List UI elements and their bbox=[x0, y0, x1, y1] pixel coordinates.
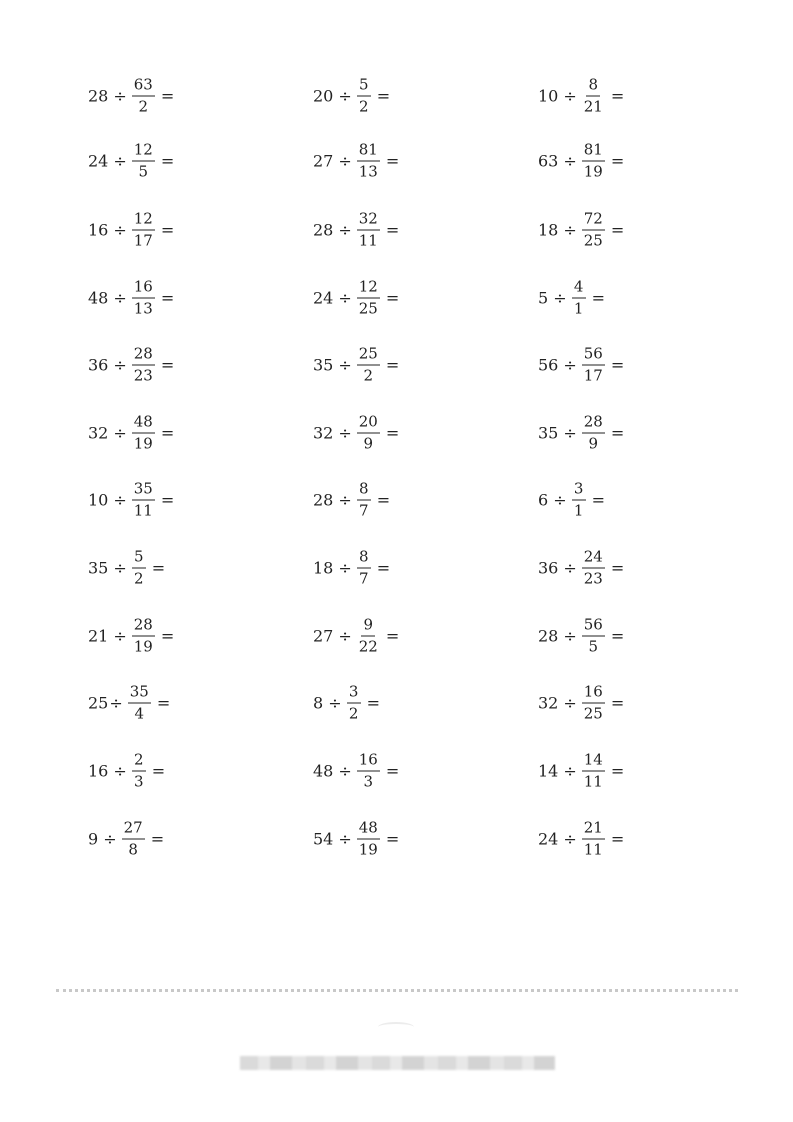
fraction bbox=[132, 209, 155, 250]
division-problem bbox=[313, 75, 391, 116]
fraction-numerator: 16 bbox=[357, 753, 380, 772]
divide-symbol: ÷ bbox=[113, 220, 127, 239]
fraction-numerator: 5 bbox=[132, 550, 146, 569]
dividend: 8 bbox=[313, 693, 324, 712]
dividend: 18 bbox=[538, 220, 559, 239]
fraction-denominator: 3 bbox=[133, 772, 144, 791]
dividend: 28 bbox=[313, 490, 334, 509]
dividend: 35 bbox=[538, 423, 559, 442]
equals-sign: = bbox=[385, 355, 400, 374]
divide-symbol: ÷ bbox=[563, 423, 577, 442]
dividend: 20 bbox=[313, 86, 334, 105]
fraction bbox=[357, 818, 380, 859]
divide-symbol: ÷ bbox=[563, 829, 577, 848]
divide-symbol: ÷ bbox=[113, 761, 127, 780]
equals-sign: = bbox=[610, 626, 625, 645]
fraction bbox=[572, 479, 586, 520]
fraction-numerator: 16 bbox=[132, 280, 155, 299]
fraction-numerator: 56 bbox=[582, 618, 605, 637]
fraction-denominator: 17 bbox=[133, 231, 153, 250]
dividend: 48 bbox=[313, 761, 334, 780]
fraction bbox=[357, 75, 371, 116]
division-problem bbox=[538, 75, 625, 116]
fraction-numerator: 12 bbox=[357, 280, 380, 299]
fraction-denominator: 23 bbox=[133, 366, 153, 385]
division-problem bbox=[88, 412, 175, 453]
fraction bbox=[572, 277, 586, 318]
dividend: 35 bbox=[88, 558, 109, 577]
fraction-denominator: 22 bbox=[358, 637, 378, 656]
divide-symbol: ÷ bbox=[563, 558, 577, 577]
fraction-denominator: 11 bbox=[358, 231, 378, 250]
dotted-divider bbox=[56, 989, 738, 992]
dividend: 14 bbox=[538, 761, 559, 780]
fraction-denominator: 2 bbox=[133, 569, 144, 588]
fraction bbox=[132, 750, 146, 791]
fraction-denominator: 7 bbox=[358, 569, 369, 588]
equals-sign: = bbox=[385, 761, 400, 780]
fraction-numerator: 4 bbox=[572, 280, 586, 299]
division-problem bbox=[88, 75, 175, 116]
divide-symbol: ÷ bbox=[328, 693, 342, 712]
divide-symbol: ÷ bbox=[563, 626, 577, 645]
dividend: 27 bbox=[313, 151, 334, 170]
equals-sign: = bbox=[160, 423, 175, 442]
divide-symbol: ÷ bbox=[338, 829, 352, 848]
fraction-numerator: 5 bbox=[357, 78, 371, 97]
fraction-denominator: 5 bbox=[588, 637, 599, 656]
divide-symbol: ÷ bbox=[338, 220, 352, 239]
fraction bbox=[357, 140, 380, 181]
divide-symbol: ÷ bbox=[338, 355, 352, 374]
fraction-denominator: 1 bbox=[573, 501, 584, 520]
divide-symbol: ÷ bbox=[113, 626, 127, 645]
divide-symbol: ÷ bbox=[338, 558, 352, 577]
dividend: 36 bbox=[538, 558, 559, 577]
fraction bbox=[582, 140, 605, 181]
divide-symbol: ÷ bbox=[338, 151, 352, 170]
dividend: 56 bbox=[538, 355, 559, 374]
fraction bbox=[132, 140, 155, 181]
fraction-numerator: 3 bbox=[572, 482, 586, 501]
fraction-numerator: 35 bbox=[132, 482, 155, 501]
divide-symbol: ÷ bbox=[338, 761, 352, 780]
fraction-denominator: 8 bbox=[128, 840, 138, 859]
dividend: 36 bbox=[88, 355, 109, 374]
divide-symbol: ÷ bbox=[563, 761, 577, 780]
divide-symbol: ÷ bbox=[563, 220, 577, 239]
equals-sign: = bbox=[151, 761, 166, 780]
divide-symbol: ÷ bbox=[113, 355, 127, 374]
equals-sign: = bbox=[385, 288, 400, 307]
divide-symbol: ÷ bbox=[563, 86, 577, 105]
division-problem bbox=[538, 615, 625, 656]
equals-sign: = bbox=[385, 151, 400, 170]
fraction-numerator: 24 bbox=[582, 550, 605, 569]
fraction-numerator: 16 bbox=[582, 685, 605, 704]
dividend: 32 bbox=[538, 693, 559, 712]
division-problem bbox=[538, 412, 625, 453]
divide-symbol: ÷ bbox=[113, 423, 127, 442]
equals-sign: = bbox=[385, 626, 400, 645]
fraction-denominator: 19 bbox=[583, 162, 603, 181]
dividend: 63 bbox=[538, 151, 559, 170]
fraction-denominator: 19 bbox=[358, 840, 378, 859]
division-problem bbox=[313, 277, 400, 318]
fraction-numerator: 56 bbox=[582, 347, 605, 366]
fraction bbox=[357, 209, 380, 250]
equals-sign: = bbox=[160, 220, 175, 239]
fraction-numerator: 81 bbox=[582, 143, 605, 162]
fraction-denominator: 23 bbox=[583, 569, 603, 588]
fraction-numerator: 8 bbox=[357, 550, 371, 569]
dividend: 54 bbox=[313, 829, 334, 848]
division-problem bbox=[88, 209, 175, 250]
dividend: 24 bbox=[538, 829, 559, 848]
dividend: 28 bbox=[538, 626, 559, 645]
division-problem bbox=[538, 277, 605, 318]
fraction-denominator: 25 bbox=[583, 704, 603, 723]
equals-sign: = bbox=[160, 626, 175, 645]
dividend: 24 bbox=[313, 288, 334, 307]
fraction-denominator: 2 bbox=[348, 704, 359, 723]
fraction-numerator: 8 bbox=[357, 482, 371, 501]
division-problem bbox=[313, 750, 400, 791]
fraction bbox=[582, 682, 605, 723]
dividend: 35 bbox=[313, 355, 334, 374]
fraction-denominator: 17 bbox=[583, 366, 603, 385]
equals-sign: = bbox=[151, 558, 166, 577]
division-problem bbox=[313, 412, 400, 453]
equals-sign: = bbox=[610, 423, 625, 442]
dividend: 9 bbox=[88, 829, 99, 848]
divide-symbol: ÷ bbox=[113, 288, 127, 307]
division-problem bbox=[538, 682, 625, 723]
division-problem bbox=[88, 344, 175, 385]
divide-symbol: ÷ bbox=[563, 151, 577, 170]
division-problem bbox=[88, 682, 171, 723]
dividend: 25 bbox=[88, 693, 109, 712]
divide-symbol: ÷ bbox=[113, 151, 127, 170]
equals-sign: = bbox=[610, 761, 625, 780]
fraction-denominator: 19 bbox=[133, 637, 153, 656]
divide-symbol: ÷ bbox=[553, 288, 567, 307]
equals-sign: = bbox=[610, 220, 625, 239]
equals-sign: = bbox=[610, 151, 625, 170]
fraction-numerator: 28 bbox=[582, 415, 605, 434]
equals-sign: = bbox=[385, 829, 400, 848]
divide-symbol: ÷ bbox=[338, 490, 352, 509]
division-problem bbox=[313, 615, 400, 656]
division-problem bbox=[88, 750, 166, 791]
fraction-denominator: 13 bbox=[133, 299, 153, 318]
division-problem bbox=[313, 818, 400, 859]
fraction-denominator: 2 bbox=[138, 97, 149, 116]
division-problem bbox=[538, 209, 625, 250]
fraction-denominator: 11 bbox=[583, 772, 603, 791]
fraction bbox=[357, 412, 380, 453]
divide-symbol: ÷ bbox=[553, 490, 567, 509]
division-problem bbox=[313, 479, 391, 520]
fraction-denominator: 9 bbox=[363, 434, 374, 453]
fraction-numerator: 27 bbox=[122, 821, 145, 840]
fraction-numerator: 48 bbox=[357, 821, 380, 840]
divide-symbol: ÷ bbox=[338, 626, 352, 645]
fraction bbox=[357, 344, 380, 385]
fraction bbox=[582, 75, 605, 116]
division-problem bbox=[538, 750, 625, 791]
fraction bbox=[132, 344, 155, 385]
fraction-numerator: 2 bbox=[132, 753, 146, 772]
fraction-denominator: 9 bbox=[588, 434, 599, 453]
fraction bbox=[582, 344, 605, 385]
dividend: 28 bbox=[88, 86, 109, 105]
fraction bbox=[132, 75, 155, 116]
fraction-numerator: 8 bbox=[586, 78, 600, 97]
dividend: 16 bbox=[88, 761, 109, 780]
divide-symbol: ÷ bbox=[563, 693, 577, 712]
fraction bbox=[582, 412, 605, 453]
fraction-numerator: 28 bbox=[132, 347, 155, 366]
equals-sign: = bbox=[156, 693, 171, 712]
equals-sign: = bbox=[591, 490, 605, 509]
fraction bbox=[132, 615, 155, 656]
fraction bbox=[132, 547, 146, 588]
equals-sign: = bbox=[610, 355, 625, 374]
dividend: 18 bbox=[313, 558, 334, 577]
fraction bbox=[132, 412, 155, 453]
fraction bbox=[347, 682, 361, 723]
fraction-denominator: 2 bbox=[358, 97, 369, 116]
fraction-denominator: 3 bbox=[363, 772, 374, 791]
dividend: 6 bbox=[538, 490, 549, 509]
division-problem bbox=[313, 547, 391, 588]
fraction-denominator: 11 bbox=[133, 501, 153, 520]
division-problem bbox=[88, 818, 165, 859]
fraction bbox=[128, 682, 151, 723]
equals-sign: = bbox=[376, 86, 391, 105]
division-problem bbox=[538, 547, 625, 588]
division-problem bbox=[538, 818, 625, 859]
dividend: 24 bbox=[88, 151, 109, 170]
divide-symbol: ÷ bbox=[338, 423, 352, 442]
equals-sign: = bbox=[385, 220, 400, 239]
division-problem bbox=[88, 277, 175, 318]
dividend: 5 bbox=[538, 288, 549, 307]
divide-symbol: ÷ bbox=[113, 86, 127, 105]
division-problem bbox=[538, 479, 605, 520]
equals-sign: = bbox=[150, 829, 165, 848]
division-problem bbox=[88, 547, 166, 588]
fraction-numerator: 48 bbox=[132, 415, 155, 434]
equals-sign: = bbox=[160, 288, 175, 307]
divide-symbol: ÷ bbox=[563, 355, 577, 374]
equals-sign: = bbox=[160, 151, 175, 170]
division-problem bbox=[313, 140, 400, 181]
fraction bbox=[122, 818, 145, 859]
fraction-denominator: 7 bbox=[358, 501, 369, 520]
dividend: 28 bbox=[313, 220, 334, 239]
equals-sign: = bbox=[610, 829, 625, 848]
fraction-numerator: 63 bbox=[132, 78, 155, 97]
divide-symbol: ÷ bbox=[338, 288, 352, 307]
fraction-denominator: 19 bbox=[133, 434, 153, 453]
fraction bbox=[132, 277, 155, 318]
fraction-numerator: 14 bbox=[582, 753, 605, 772]
fraction-numerator: 9 bbox=[361, 618, 375, 637]
dividend: 27 bbox=[313, 626, 334, 645]
dividend: 32 bbox=[88, 423, 109, 442]
fraction bbox=[582, 547, 605, 588]
equals-sign: = bbox=[160, 490, 175, 509]
fraction-numerator: 81 bbox=[357, 143, 380, 162]
fraction-numerator: 12 bbox=[132, 143, 155, 162]
divide-symbol: ÷ bbox=[113, 558, 127, 577]
fraction bbox=[357, 615, 380, 656]
divide-symbol: ÷ bbox=[103, 829, 117, 848]
fraction bbox=[357, 750, 380, 791]
equals-sign: = bbox=[376, 558, 391, 577]
fraction-numerator: 35 bbox=[128, 685, 151, 704]
fraction-denominator: 11 bbox=[583, 840, 603, 859]
division-problem bbox=[88, 615, 175, 656]
equals-sign: = bbox=[160, 355, 175, 374]
fraction-numerator: 72 bbox=[582, 212, 605, 231]
division-problem bbox=[538, 140, 625, 181]
fraction-denominator: 13 bbox=[358, 162, 378, 181]
fraction-numerator: 28 bbox=[132, 618, 155, 637]
dividend: 10 bbox=[88, 490, 109, 509]
equals-sign: = bbox=[160, 86, 175, 105]
divide-symbol: ÷ bbox=[109, 693, 123, 712]
equals-sign: = bbox=[366, 693, 380, 712]
fraction-numerator: 12 bbox=[132, 212, 155, 231]
dividend: 21 bbox=[88, 626, 109, 645]
fraction bbox=[357, 277, 380, 318]
fraction-denominator: 4 bbox=[134, 704, 145, 723]
fraction-denominator: 2 bbox=[363, 366, 374, 385]
fraction bbox=[582, 818, 605, 859]
blurred-footer-text bbox=[240, 1056, 555, 1070]
fraction-denominator: 1 bbox=[573, 299, 584, 318]
fraction-denominator: 5 bbox=[138, 162, 149, 181]
division-problem bbox=[313, 682, 380, 723]
fraction-numerator: 32 bbox=[357, 212, 380, 231]
fraction-numerator: 21 bbox=[582, 821, 605, 840]
footer-arc-decoration bbox=[378, 1022, 414, 1032]
fraction-denominator: 21 bbox=[583, 97, 603, 116]
fraction-numerator: 25 bbox=[357, 347, 380, 366]
equals-sign: = bbox=[591, 288, 605, 307]
divide-symbol: ÷ bbox=[113, 490, 127, 509]
dividend: 10 bbox=[538, 86, 559, 105]
fraction bbox=[582, 750, 605, 791]
division-problem bbox=[88, 140, 175, 181]
division-problem bbox=[538, 344, 625, 385]
dividend: 16 bbox=[88, 220, 109, 239]
fraction-numerator: 20 bbox=[357, 415, 380, 434]
equals-sign: = bbox=[376, 490, 391, 509]
division-problem bbox=[88, 479, 175, 520]
equals-sign: = bbox=[610, 86, 625, 105]
equals-sign: = bbox=[610, 558, 625, 577]
dividend: 32 bbox=[313, 423, 334, 442]
fraction bbox=[357, 547, 371, 588]
division-problem bbox=[313, 344, 400, 385]
fraction-numerator: 3 bbox=[347, 685, 361, 704]
fraction bbox=[357, 479, 371, 520]
equals-sign: = bbox=[610, 693, 625, 712]
fraction-denominator: 25 bbox=[358, 299, 378, 318]
fraction-denominator: 25 bbox=[583, 231, 603, 250]
fraction bbox=[582, 209, 605, 250]
equals-sign: = bbox=[385, 423, 400, 442]
divide-symbol: ÷ bbox=[338, 86, 352, 105]
fraction bbox=[132, 479, 155, 520]
fraction bbox=[582, 615, 605, 656]
division-problem bbox=[313, 209, 400, 250]
dividend: 48 bbox=[88, 288, 109, 307]
